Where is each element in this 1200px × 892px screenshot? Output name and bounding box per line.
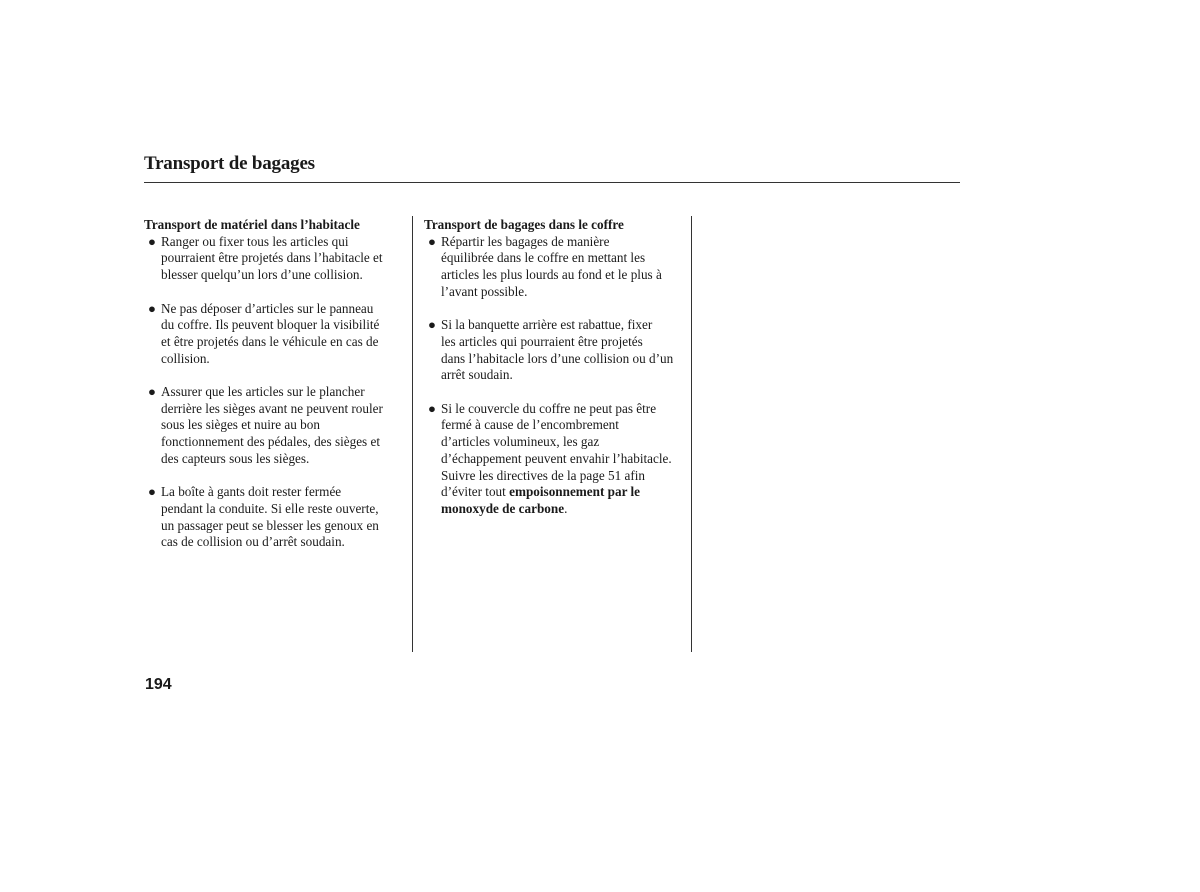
text-line: et être projetés dans le véhicule en cas de	[161, 333, 379, 349]
left-column	[144, 217, 406, 568]
bullet-icon: ●	[148, 384, 156, 399]
text-line: les articles qui pourraient être projetés	[441, 333, 643, 349]
text-line: sous les sièges et nuire au bon	[161, 417, 320, 433]
list-item	[144, 484, 406, 551]
bullet-icon: ●	[148, 300, 156, 316]
carbon-monoxide-link-text-cont: monoxyde de carbone	[441, 500, 565, 516]
right-column-heading: Transport de bagages dans le coffre	[424, 217, 624, 232]
text-line: d’échappement peuvent envahir l’habitacle.	[441, 450, 672, 466]
text-line: un passager peut se blesser les genoux en	[161, 517, 379, 533]
text-line: dans l’habitacle lors d’une collision ou d’un	[441, 350, 674, 366]
right-bullet-list	[424, 234, 686, 518]
text-line: fonctionnement des pédales, des sièges et	[161, 434, 380, 450]
text-line: d’articles volumineux, les gaz	[441, 434, 600, 450]
text-line: La boîte à gants doit rester fermée	[161, 484, 342, 500]
page-number: 194	[145, 676, 172, 693]
column-divider-left	[412, 216, 413, 652]
text-line	[441, 484, 686, 501]
list-item	[424, 317, 686, 384]
text-line: l’avant possible.	[441, 283, 528, 299]
carbon-monoxide-link-text: empoisonnement par le	[509, 484, 641, 500]
text-line: équilibrée dans le coffre en mettant les	[441, 250, 646, 266]
text-fragment: .	[564, 500, 568, 516]
bullet-icon: ●	[148, 484, 156, 500]
title-rule	[144, 182, 960, 183]
text-line: Ne pas déposer d’articles sur le panneau	[161, 300, 374, 316]
bullet-icon: ●	[428, 400, 436, 416]
text-line: cas de collision ou d’arrêt soudain.	[161, 534, 345, 550]
text-line: fermé à cause de l’encombrement	[441, 417, 619, 433]
list-item	[424, 401, 686, 518]
text-line: Si le couvercle du coffre ne peut pas être	[441, 400, 657, 416]
text-line: Assurer que les articles sur le plancher	[161, 384, 365, 399]
text-line: Si la banquette arrière est rabattue, fixer	[441, 317, 653, 333]
page-title: Transport de bagages	[144, 153, 315, 174]
text-line: Ranger ou fixer tous les articles qui	[161, 233, 349, 249]
text-line: des capteurs sous les sièges.	[161, 450, 310, 466]
page-reference-line: Suivre les directives de la page 51 afin	[441, 467, 645, 483]
text-line: du coffre. Ils peuvent bloquer la visibilité	[161, 317, 380, 333]
text-line: pourraient être projetés dans l’habitacle et	[161, 250, 383, 266]
bullet-icon: ●	[428, 233, 436, 249]
left-column-heading: Transport de matériel dans l’habitacle	[144, 217, 360, 232]
text-fragment: d’éviter tout	[441, 484, 510, 500]
text-line	[441, 501, 686, 518]
text-line: blesser quelqu’un lors d’une collision.	[161, 267, 363, 283]
text-line: Répartir les bagages de manière	[441, 233, 610, 249]
text-line: derrière les sièges avant ne peuvent rouler	[161, 400, 383, 416]
text-line: articles les plus lourds au fond et le plus à	[441, 267, 662, 283]
list-item	[144, 234, 406, 284]
list-item	[144, 384, 406, 468]
text-line: pendant la conduite. Si elle reste ouverte,	[161, 500, 379, 516]
bullet-icon: ●	[148, 233, 156, 249]
list-item	[424, 234, 686, 301]
text-line: arrêt soudain.	[441, 367, 513, 383]
text-line: collision.	[161, 350, 210, 366]
left-bullet-list	[144, 234, 406, 551]
list-item	[144, 301, 406, 368]
column-divider-right	[691, 216, 692, 652]
right-column	[424, 217, 686, 534]
bullet-icon: ●	[428, 317, 436, 333]
